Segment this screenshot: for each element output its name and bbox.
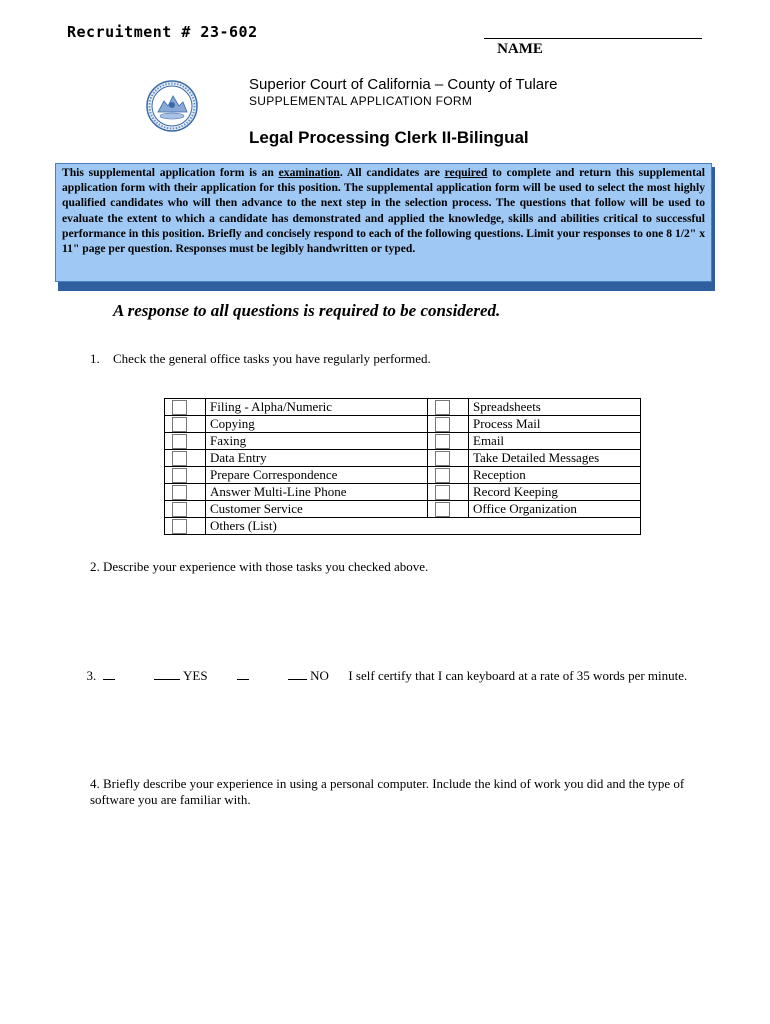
task-checkbox[interactable] [172,451,187,466]
task-label: Spreadsheets [469,399,641,416]
checkbox-cell [428,450,469,467]
checkbox-cell [428,467,469,484]
position-title: Legal Processing Clerk II-Bilingual [249,128,529,147]
instructions-text-3: to complete and return this supplemental application form with their application for this position. The supplemental application form will be used to select the most highly qualified candidates who will then advance to the next step in the selection process. The questions that follow will be used to evaluate the extent to which a candidate has demonstrated and applied the knowledge, skills and abilities critical to successful performance in this position. Briefly and concisely respond to each of the following questions. Limit your responses to one 8 1/2" x 11" page per question. Responses must be legibly handwritten or typed. [62,166,705,256]
checkbox-cell [165,467,206,484]
checkbox-cell [165,416,206,433]
task-label: Filing - Alpha/Numeric [206,399,428,416]
yes-label: YES [183,668,208,683]
task-checkbox[interactable] [435,434,450,449]
question-3-number: 3. [86,668,97,683]
question-2: 2. Describe your experience with those tasks you checked above. [90,559,429,574]
instructions-examination: examination [278,166,340,179]
task-checkbox[interactable] [435,485,450,500]
yes-blank-1[interactable] [103,668,115,680]
question-1-text: Check the general office tasks you have regularly performed. [113,351,431,366]
task-checkbox[interactable] [435,400,450,415]
task-label: Office Organization [469,501,641,518]
required-notice: A response to all questions is required to be considered. [113,301,501,320]
task-label: Data Entry [206,450,428,467]
instructions-box [55,163,712,282]
table-row [165,501,641,518]
instructions-text-2: . All candidates are [339,166,445,179]
no-blank-1[interactable] [237,668,249,680]
checkbox-cell [428,416,469,433]
checkbox-cell [165,399,206,416]
no-blank-2[interactable] [288,668,307,680]
checkbox-cell [428,484,469,501]
table-row [165,467,641,484]
task-checkbox[interactable] [435,502,450,517]
task-label: Copying [206,416,428,433]
task-label: Process Mail [469,416,641,433]
court-seal-icon [146,79,198,133]
checkbox-cell [165,518,206,535]
court-name: Superior Court of California – County of Tulare [249,76,558,93]
checkbox-cell [165,433,206,450]
task-checkbox[interactable] [435,417,450,432]
task-label: Reception [469,467,641,484]
task-checkbox[interactable] [172,417,187,432]
task-label: Take Detailed Messages [469,450,641,467]
form-type: SUPPLEMENTAL APPLICATION FORM [249,94,473,108]
table-row [165,518,641,535]
task-label: Faxing [206,433,428,450]
instructions-text-1: This supplemental application form is an [62,166,279,179]
task-label: Prepare Correspondence [206,467,428,484]
task-label: Customer Service [206,501,428,518]
task-checkbox[interactable] [172,519,187,534]
checkbox-cell [428,433,469,450]
question-4: 4. Briefly describe your experience in using a personal computer. Include the kind of work you did and the type of software you are familiar with. [90,776,685,807]
name-label: NAME [497,41,543,57]
table-row [165,399,641,416]
task-checkbox[interactable] [172,434,187,449]
checkbox-cell [165,501,206,518]
yes-blank-2[interactable] [154,668,180,680]
table-row [165,450,641,467]
instructions-required: required [444,166,488,179]
task-label: Answer Multi-Line Phone [206,484,428,501]
task-label-others: Others (List) [206,518,641,535]
question-3 [67,668,701,684]
office-tasks-table [164,398,641,535]
checkbox-cell [165,450,206,467]
table-row [165,484,641,501]
question-3-text: I self certify that I can keyboard at a rate of 35 words per minute. [348,668,688,683]
checkbox-cell [428,501,469,518]
task-label: Email [469,433,641,450]
task-checkbox[interactable] [435,468,450,483]
checkbox-cell [428,399,469,416]
task-checkbox[interactable] [172,468,187,483]
task-checkbox[interactable] [435,451,450,466]
name-signature-line[interactable] [484,38,702,39]
task-checkbox[interactable] [172,485,187,500]
recruitment-number: Recruitment # 23-602 [67,23,258,41]
task-checkbox[interactable] [172,400,187,415]
question-1 [90,351,431,367]
task-checkbox[interactable] [172,502,187,517]
checkbox-cell [165,484,206,501]
table-row [165,416,641,433]
no-label: NO [310,668,329,683]
table-row [165,433,641,450]
question-1-number: 1. [90,351,100,366]
task-label: Record Keeping [469,484,641,501]
